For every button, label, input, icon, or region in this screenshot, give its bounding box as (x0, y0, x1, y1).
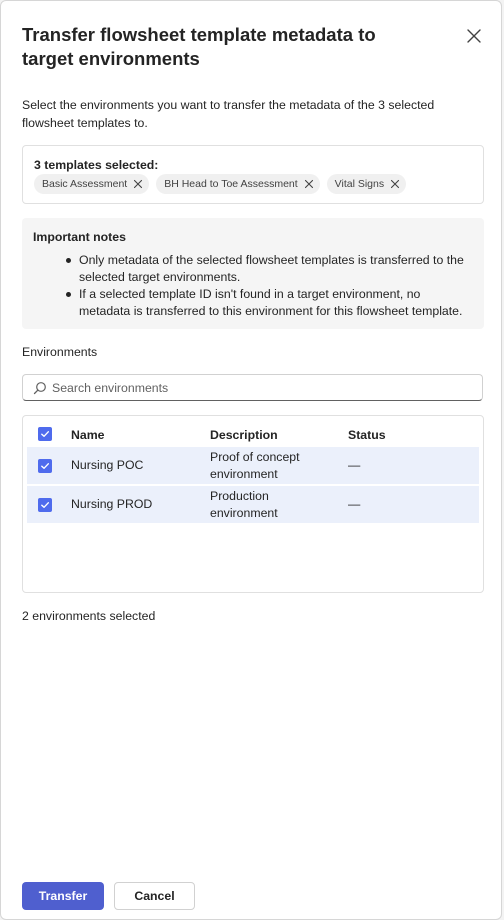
row-status: — (348, 458, 361, 472)
notes-item: Only metadata of the selected flowsheet templates is transferred to the selected target environments. (79, 252, 471, 286)
template-chip-label: BH Head to Toe Assessment (164, 178, 298, 190)
row-description: Production environment (210, 489, 278, 520)
dismiss-icon[interactable] (390, 179, 400, 189)
column-header-description[interactable]: Description (210, 428, 278, 442)
row-checkbox[interactable] (38, 498, 52, 512)
checkmark-icon (40, 461, 50, 471)
search-icon (33, 381, 47, 395)
notes-item: If a selected template ID isn't found in a target environment, no metadata is transferred to this environment for this flowsheet template. (79, 286, 471, 320)
column-header-name[interactable]: Name (71, 428, 105, 442)
cancel-button[interactable]: Cancel (114, 882, 195, 910)
template-chips (34, 174, 406, 194)
template-chip-label: Vital Signs (334, 178, 385, 190)
table-row[interactable] (27, 486, 479, 523)
close-button[interactable] (465, 27, 483, 45)
dismiss-icon[interactable] (133, 179, 143, 189)
close-icon (465, 27, 483, 45)
notes-title: Important notes (33, 230, 126, 244)
notes-list (79, 252, 471, 320)
environments-label: Environments (22, 345, 98, 359)
dialog-intro: Select the environments you want to transfer the metadata of the 3 selected flowsheet templates to. (22, 98, 435, 130)
dialog-title: Transfer flowsheet template metadata to target environments (22, 24, 376, 69)
search-input[interactable] (52, 379, 472, 397)
row-status: — (348, 497, 361, 511)
template-chip (327, 174, 406, 194)
template-chip (34, 174, 149, 194)
selected-count: 2 environments selected (22, 609, 156, 623)
row-checkbox[interactable] (38, 459, 52, 473)
template-chip-label: Basic Assessment (42, 178, 128, 190)
column-header-status[interactable]: Status (348, 428, 386, 442)
environments-table (22, 415, 484, 593)
row-name: Nursing PROD (71, 497, 153, 511)
table-header (27, 423, 479, 447)
select-all-checkbox[interactable] (38, 427, 52, 441)
checkmark-icon (40, 429, 50, 439)
selected-templates-box (22, 145, 484, 204)
checkmark-icon (40, 500, 50, 510)
row-description: Proof of concept environment (210, 450, 300, 481)
search-box (22, 374, 483, 401)
transfer-button[interactable]: Transfer (22, 882, 104, 910)
important-notes (22, 218, 484, 329)
row-name: Nursing POC (71, 458, 144, 472)
table-row[interactable] (27, 447, 479, 484)
dismiss-icon[interactable] (304, 179, 314, 189)
template-chip (156, 174, 319, 194)
templates-selected-label: 3 templates selected: (34, 158, 159, 172)
